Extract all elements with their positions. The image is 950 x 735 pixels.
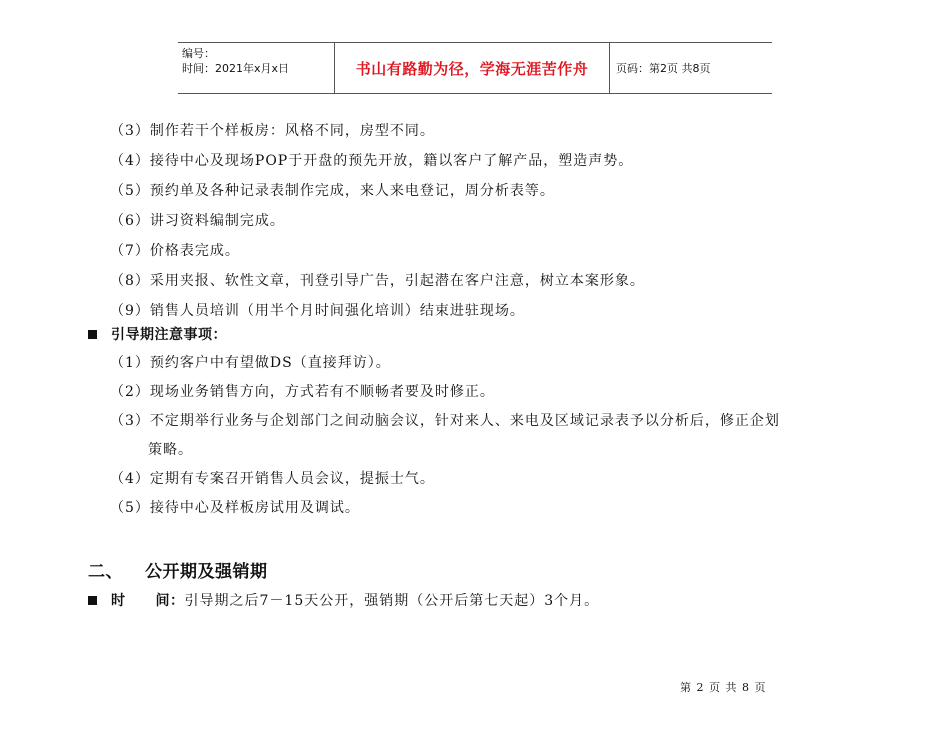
list-item: （1）预约客户中有望做DS（直接拜访）。 — [110, 355, 391, 371]
list-item: （5）接待中心及样板房试用及调试。 — [110, 500, 360, 516]
header-page-cell — [610, 43, 772, 93]
list-item: （4）接待中心及现场POP于开盘的预先开放，籍以客户了解产品，塑造声势。 — [110, 153, 634, 169]
list-item-continuation: 策略。 — [148, 442, 193, 458]
header-time: 时间：2021年x月x日 — [182, 62, 290, 75]
header-motto-cell — [334, 43, 610, 93]
time-text: 引导期之后7－15天公开，强销期（公开后第七天起）3个月。 — [184, 593, 600, 609]
header-motto: 书山有路勤为径，学海无涯苦作舟 — [355, 59, 589, 78]
list-item: （3）不定期举行业务与企划部门之间动脑会议，针对来人、来电及区域记录表予以分析后，修正企划 — [110, 413, 780, 429]
list-item: （9）销售人员培训（用半个月时间强化培训）结束进驻现场。 — [110, 303, 525, 319]
notes-heading — [88, 324, 227, 344]
list-item: （5）预约单及各种记录表制作完成，来人来电登记，周分析表等。 — [110, 183, 555, 199]
notes-heading-text: 引导期注意事项： — [111, 327, 227, 343]
section-number: 二、 — [88, 562, 123, 582]
time-label-b: 间： — [155, 593, 185, 609]
list-item: （4）定期有专案召开销售人员会议，提振士气。 — [110, 471, 435, 487]
header-meta — [178, 43, 334, 93]
page-footer: 第 2 页 共 8 页 — [680, 681, 767, 694]
section-heading — [88, 557, 268, 582]
page-header — [178, 42, 772, 94]
header-code: 编号： — [182, 47, 215, 60]
time-item — [88, 590, 599, 610]
list-item: （3）制作若干个样板房：风格不同，房型不同。 — [110, 123, 435, 139]
section-title: 公开期及强销期 — [145, 562, 268, 582]
list-item: （8）采用夹报、软性文章，刊登引导广告，引起潜在客户注意，树立本案形象。 — [110, 273, 645, 289]
header-page-number: 页码：第2页 共8页 — [616, 62, 711, 75]
square-bullet-icon — [88, 330, 97, 339]
time-label — [111, 590, 185, 610]
list-item: （2）现场业务销售方向，方式若有不顺畅者要及时修正。 — [110, 384, 495, 400]
square-bullet-icon — [88, 596, 97, 605]
list-item: （6）讲习资料编制完成。 — [110, 213, 285, 229]
time-label-a: 时 — [111, 593, 126, 609]
list-item: （7）价格表完成。 — [110, 243, 240, 259]
